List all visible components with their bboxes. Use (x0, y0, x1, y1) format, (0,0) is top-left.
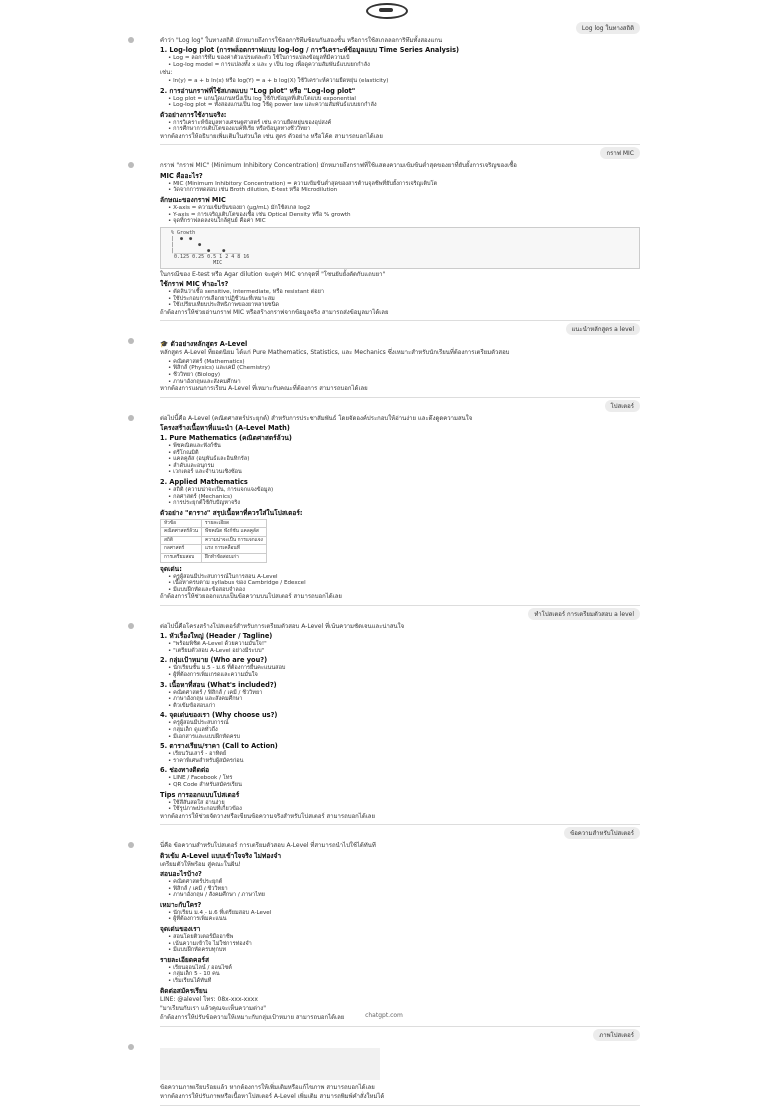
list-item: • มีเอกสารและแบบฝึกหัดครบ (168, 734, 640, 741)
list-item: • ตัดสินว่าเชื้อ sensitive, intermediate, หรือ resistant ต่อยา (168, 289, 640, 296)
list-item: • ราคาพิเศษสำหรับผู้สมัครก่อน (168, 758, 640, 765)
table-cell: ฝึกทำข้อสอบเก่า (202, 554, 267, 563)
paragraph: หากต้องการแผนการเรียน A-Level ที่เหมาะกับคณะที่ต้องการ สามารถบอกได้เลย (160, 385, 368, 393)
section-heading: จุดเด่น: (160, 564, 182, 573)
list-item: • เรียนออนไลน์ / ออนไซต์ (168, 965, 640, 972)
code-block: % Growth | ● ● | ● |___________●____●_____ 0.125 0.25 0.5 1 2 4 8 16 MIC (160, 227, 640, 269)
assistant-avatar-icon (128, 37, 134, 43)
section-heading: ใช้กราฟ MIC ทำอะไร? (160, 280, 229, 289)
assistant-message (160, 338, 640, 394)
assistant-message (160, 415, 640, 603)
conversation-thread (160, 20, 640, 1108)
list-item: • ฟิสิกส์ (Physics) และเคมี (Chemistry) (168, 365, 640, 372)
section-heading: 1. Log-log plot (การพล็อตกราฟแบบ log-log / การวิเคราะห์ข้อมูลแบบ Time Series Analysis) (160, 46, 460, 55)
assistant-message-body (160, 623, 640, 822)
list-item: • ใช้เปรียบเทียบประสิทธิภาพของยาหลายชนิด (168, 302, 640, 309)
assistant-avatar-icon (128, 162, 134, 168)
section-heading: MIC คืออะไร? (160, 171, 203, 180)
summary-table (160, 519, 267, 563)
list-item: • กลุ่มเล็ก ดูแลทั่วถึง (168, 727, 640, 734)
user-message (160, 323, 640, 335)
list-item: • Log-log model = การแปลงทั้ง x และ y เป็น log เพื่อดูความสัมพันธ์แบบยกกำลัง (168, 62, 640, 69)
list-item: • คณิตศาสตร์ (Mathematics) (168, 359, 640, 366)
paragraph: นี่คือ ข้อความสำหรับโปสเตอร์ การเตรียมตัวสอบ A-Level ที่สามารถนำไปใช้ได้ทันที (160, 842, 376, 850)
table-cell: กลศาสตร์ (161, 545, 202, 554)
section-heading: ตัวอย่าง "ตาราง" สรุปเนื้อหาที่ควรใส่ในโปสเตอร์: (160, 508, 303, 517)
list-item: • LINE / Facebook / โทร (168, 775, 640, 782)
section-heading: 4. จุดเด่นของเรา (Why choose us?) (160, 711, 278, 720)
assistant-avatar-icon (128, 415, 134, 421)
list-item: • "เตรียมตัวสอบ A-Level อย่างมีระบบ" (168, 648, 640, 655)
list-item: • นักเรียนชั้น ม.5 - ม.6 ที่ต้องการยื่นคะแนนสอบ (168, 665, 640, 672)
list-item: • สถิติ (ความน่าจะเป็น, การแจกแจงข้อมูล) (168, 487, 640, 494)
section-heading: ตัวอย่างการใช้งานจริง: (160, 110, 227, 119)
assistant-message-body (160, 338, 640, 394)
paragraph: ถ้าต้องการให้ช่วยอ่านกราฟ MIC หรือสร้างกราฟจากข้อมูลจริง สามารถส่งข้อมูลมาได้เลย (160, 308, 389, 316)
assistant-avatar-icon (128, 1044, 134, 1050)
list-item: • Log plot = แกนใดแกนหนึ่งเป็น log ใช้กับข้อมูลที่เติบโตแบบ exponential (168, 96, 640, 103)
list-item: • ภาษาอังกฤษ / สังคมศึกษา / ภาษาไทย (168, 892, 640, 899)
list-item: • ผู้ที่ต้องการเพิ่มคะแนน (168, 916, 640, 923)
section-heading: ติดต่อสมัครเรียน (160, 986, 208, 995)
list-item: • ลำดับและอนุกรม (168, 463, 640, 470)
section-heading: สอนอะไรบ้าง? (160, 869, 202, 878)
paragraph: ต่อไปนี้คือโครงสร้างโปสเตอร์สำหรับการเตรียมตัวสอบ A-Level ที่เน้นความชัดเจนและน่าสนใจ (160, 622, 405, 630)
list-item: • "พร้อมพิชิต A-Level ด้วยความมั่นใจ!" (168, 641, 640, 648)
footer-url: chatgpt.com (365, 1012, 403, 1019)
table-cell: คณิตศาสตร์ล้วน (161, 528, 202, 537)
section-heading: 6. ช่องทางติดต่อ (160, 766, 210, 775)
table-row (161, 536, 267, 545)
list-item: • การประยุกต์ใช้กับปัญหาจริง (168, 500, 640, 507)
section-heading: 1. Pure Mathematics (คณิตศาสตร์ล้วน) (160, 433, 292, 442)
section-heading: โครงสร้างเนื้อหาที่แนะนำ (A-Level Math) (160, 423, 290, 432)
user-message (160, 608, 640, 620)
divider (160, 397, 640, 398)
paragraph: หากต้องการให้อธิบายเพิ่มเติมในส่วนใด เช่น สูตร ตัวอย่าง หรือโค้ด สามารถบอกได้เลย (160, 132, 383, 140)
list-item: • ผู้ที่ต้องการเพิ่มเกรดและความมั่นใจ (168, 672, 640, 679)
user-message-text: ทำโปสเตอร์ การเตรียมตัวสอบ a level (528, 608, 640, 620)
user-message (160, 827, 640, 839)
user-message (160, 147, 640, 159)
list-item: • พีชคณิตและฟังก์ชัน (168, 443, 640, 450)
list-item: • ชีววิทยา (Biology) (168, 372, 640, 379)
paragraph: "มาเรียนกับเรา แล้วคุณจะเห็นความต่าง" (160, 1004, 266, 1012)
assistant-message-body (160, 415, 640, 603)
assistant-message-body (160, 1044, 640, 1103)
section-heading: 🎓 ตัวอย่างหลักสูตร A-Level (160, 340, 248, 349)
list-item: • ฟิสิกส์ / เคมี / ชีววิทยา (168, 886, 640, 893)
paragraph: LINE: @alevel โทร: 08x-xxx-xxxx (160, 995, 258, 1003)
divider (160, 1105, 640, 1106)
paragraph: ข้อความภาพเรียบร้อยแล้ว หากต้องการให้เพิ่มเติมหรือแก้ไขภาพ สามารถบอกได้เลย (160, 1083, 375, 1091)
section-heading: 3. เนื้อหาที่สอน (What's included?) (160, 680, 277, 689)
divider (160, 144, 640, 145)
chatgpt-logo-icon (366, 3, 408, 19)
table-row (161, 554, 267, 563)
list-item: • ภาษาอังกฤษ และสังคมศึกษา (168, 696, 640, 703)
list-item: • X-axis = ความเข้มข้นของยา (µg/mL) มักใช้สเกล log2 (168, 205, 640, 212)
list-item: • Y-axis = การเจริญเติบโตของเชื้อ เช่น Optical Density หรือ % growth (168, 212, 640, 219)
assistant-avatar-icon (128, 842, 134, 848)
list-item: • การวิเคราะห์ข้อมูลทางเศรษฐศาสตร์ เช่น ความยืดหยุ่นของอุปสงค์ (168, 120, 640, 127)
assistant-message-body (160, 842, 640, 1024)
list-item: • ครูผู้สอนมีประสบการณ์ (168, 720, 640, 727)
paragraph: ถ้าต้องการให้ปรับข้อความให้เหมาะกับกลุ่มเป้าหมาย สามารถบอกได้เลย (160, 1014, 345, 1022)
paragraph: หากต้องการให้ช่วยจัดวางหรือเขียนข้อความจริงสำหรับโปสเตอร์ สามารถบอกได้เลย (160, 812, 375, 820)
list-item: • จุดที่กราฟลดลงจนใกล้ศูนย์ คือค่า MIC (168, 218, 640, 225)
user-message (160, 22, 640, 34)
paragraph: เตรียมตัวให้พร้อม สู่คณะในฝัน! (160, 860, 241, 868)
table-cell: สถิติ (161, 536, 202, 545)
list-item: • Log = ลอการิทึม ของค่าตัวแปรแต่ละตัว ใช้ในการแปลงข้อมูลที่มีความเบ้ (168, 55, 640, 62)
list-item: • เน้นความเข้าใจ ไม่ใช่การท่องจำ (168, 941, 640, 948)
assistant-message-body (160, 162, 640, 318)
list-item: • MIC (Minimum Inhibitory Concentration) = ความเข้มข้นต่ำสุดของสารต้านจุลชีพที่ยับยั้งการเจริญเติบโต (168, 181, 640, 188)
table-row (161, 519, 267, 528)
table-cell: รายละเอียด (202, 519, 267, 528)
section-heading: 2. การอ่านกราฟที่ใช้สเกลแบบ "Log plot" หรือ "Log-log plot" (160, 86, 356, 95)
section-heading: ลักษณะของกราฟ MIC (160, 195, 226, 204)
section-heading: 5. ตารางเรียน/ราคา (Call to Action) (160, 742, 278, 751)
list-item: • ครูผู้สอนมีประสบการณ์ในการสอน A-Level (168, 574, 640, 581)
table-cell: หัวข้อ (161, 519, 202, 528)
paragraph: หลักสูตร A-Level ที่ยอดนิยม ได้แก่ Pure Mathematics, Statistics, และ Mechanics ซึ่งเหมาะสำหรับนักเรียนที่ต้องการเตรียมตัวสอบ (160, 349, 510, 357)
assistant-message (160, 37, 640, 142)
divider (160, 824, 640, 825)
list-item: • คณิตศาสตร์ / ฟิสิกส์ / เคมี / ชีววิทยา (168, 690, 640, 697)
paragraph: ถ้าต้องการให้ช่วยออกแบบเป็นข้อความบนโปสเตอร์ สามารถบอกได้เลย (160, 593, 342, 601)
list-item: • ใช้ประกอบการเลือกยาปฏิชีวนะที่เหมาะสม (168, 296, 640, 303)
list-item: • คณิตศาสตร์ประยุกต์ (168, 879, 640, 886)
list-item: • เวกเตอร์ และจำนวนเชิงซ้อน (168, 469, 640, 476)
assistant-message (160, 623, 640, 822)
section-heading: 2. Applied Mathematics (160, 477, 248, 486)
user-message-text: ภาพโปสเตอร์ (593, 1029, 640, 1041)
section-heading: 2. กลุ่มเป้าหมาย (Who are you?) (160, 656, 268, 665)
divider (160, 1026, 640, 1027)
section-heading: รายละเอียดคอร์ส (160, 955, 209, 964)
section-heading: ติวเข้ม A-Level แบบเข้าใจจริง ไม่ท่องจำ (160, 851, 282, 860)
paragraph: ต่อไปนี้คือ A-Level (คณิตศาสตร์ประยุกต์) สำหรับการประชาสัมพันธ์ โดยจัดองค์ประกอบให้อ่านง่าย และดึงดูดความสนใจ (160, 414, 473, 422)
table-cell: การเตรียมสอบ (161, 554, 202, 563)
assistant-message (160, 1044, 640, 1103)
list-item: • วัดจากการทดสอบ เช่น Broth dilution, E-test หรือ Microdilution (168, 187, 640, 194)
list-item: • เรียนวันเสาร์ - อาทิตย์ (168, 751, 640, 758)
list-item: • มีแบบฝึกหัดและข้อสอบจำลอง (168, 587, 640, 594)
paragraph: กราฟ "กราฟ MIC" (Minimum Inhibitory Concentration) มักหมายถึงกราฟที่ใช้แสดงความเข้มข้นต่ำสุดของยาที่ยับยั้งการเจริญของเชื้อ (160, 162, 517, 170)
list-item: • Log-log plot = ทั้งสองแกนเป็น log ใช้ดู power law และความสัมพันธ์แบบยกกำลัง (168, 102, 640, 109)
user-message-text: โปสเตอร์ (605, 400, 640, 412)
list-item: • มีแบบฝึกหัดครบทุกบท (168, 947, 640, 954)
list-item: • สอนโดยติวเตอร์มืออาชีพ (168, 934, 640, 941)
list-item: • ln(y) = a + b ln(x) หรือ log(Y) = a + b log(X) ใช้วิเคราะห์ความยืดหยุ่น (elasticity) (168, 78, 640, 85)
table-cell: แรง การเคลื่อนที่ (202, 545, 267, 554)
list-item: • ติวเข้มข้อสอบเก่า (168, 703, 640, 710)
paragraph: คำว่า "Log log" ในทางสถิติ มักหมายถึงการใช้ลอการิทึมซ้อนกันสองชั้น หรือการใช้สเกลลอการิทึมทั้งสองแกน (160, 37, 443, 44)
table-cell: ความน่าจะเป็น การแจกแจง (202, 536, 267, 545)
table-row (161, 528, 267, 537)
list-item: • เนื้อหาครบตาม syllabus ของ Cambridge / Edexcel (168, 580, 640, 587)
user-message-text: ข้อความสำหรับโปสเตอร์ (564, 827, 640, 839)
list-item: • แคลคูลัส (อนุพันธ์และอินทิกรัล) (168, 456, 640, 463)
assistant-message-body (160, 37, 640, 142)
list-item: • ใช้สีสันสดใส อ่านง่าย (168, 800, 640, 807)
table-row (161, 545, 267, 554)
divider (160, 320, 640, 321)
list-item: • นักเรียน ม.4 - ม.6 ที่เตรียมสอบ A-Level (168, 910, 640, 917)
section-heading: 1. หัวเรื่องใหญ่ (Header / Tagline) (160, 632, 273, 641)
section-heading: เหมาะกับใคร? (160, 900, 202, 909)
list-item: • ใช้รูปภาพประกอบที่เกี่ยวข้อง (168, 806, 640, 813)
list-item: • ตรีโกณมิติ (168, 450, 640, 457)
table-cell: พีชคณิต ฟังก์ชัน แคลคูลัส (202, 528, 267, 537)
paragraph: เช่น: (160, 68, 173, 76)
list-item: • เริ่มเรียนได้ทันที (168, 978, 640, 985)
list-item: • กลศาสตร์ (Mechanics) (168, 494, 640, 501)
generated-image-placeholder[interactable] (160, 1048, 380, 1080)
assistant-message (160, 162, 640, 318)
list-item: • ภาษาอังกฤษและสังคมศึกษา (168, 379, 640, 386)
assistant-avatar-icon (128, 338, 134, 344)
divider (160, 605, 640, 606)
user-message-text: กราฟ MIC (600, 147, 640, 159)
paragraph: ในกรณีของ E-test หรือ Agar dilution จะดูค่า MIC จากจุดที่ "โซนยับยั้งตัดกับแถบยา" (160, 270, 386, 278)
list-item: • QR Code สำหรับสมัครเรียน (168, 782, 640, 789)
list-item: • การศึกษาการเติบโตของแบคทีเรีย หรือข้อมูลทางชีววิทยา (168, 126, 640, 133)
list-item: • กลุ่มเล็ก 5 - 10 คน (168, 971, 640, 978)
user-message (160, 400, 640, 412)
section-heading: จุดเด่นของเรา (160, 924, 201, 933)
paragraph: หากต้องการให้ปรับภาพหรือเนื้อหาโปสเตอร์ A-Level เพิ่มเติม สามารถพิมพ์คำสั่งใหม่ได้ (160, 1093, 385, 1101)
user-message-text: แนะนำหลักสูตร a level (566, 323, 640, 335)
assistant-avatar-icon (128, 623, 134, 629)
section-heading: Tips การออกแบบโปสเตอร์ (160, 790, 240, 799)
assistant-message (160, 842, 640, 1024)
user-message-text: Log log ในทางสถิติ (576, 22, 640, 34)
user-message (160, 1029, 640, 1041)
